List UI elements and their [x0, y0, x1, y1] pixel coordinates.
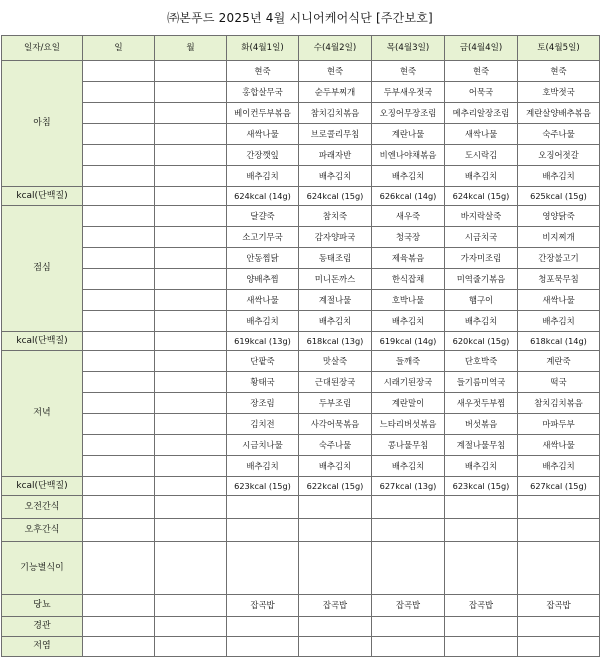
menu-cell: 바지락살죽	[445, 206, 518, 227]
table-row	[2, 82, 600, 103]
kcal-value	[83, 477, 155, 496]
header-day-4: 수(4월2일)	[299, 36, 372, 61]
extra-cell	[372, 519, 445, 542]
extra-cell	[445, 519, 518, 542]
table-row	[2, 393, 600, 414]
extra-cell	[227, 617, 299, 637]
table-row	[2, 103, 600, 124]
menu-cell: 안동찜닭	[227, 248, 299, 269]
menu-cell: 계란말이	[372, 393, 445, 414]
extra-cell	[155, 496, 227, 519]
menu-cell: 배추김치	[227, 311, 299, 332]
menu-cell: 청포묵무침	[518, 269, 600, 290]
menu-cell: 새싹나물	[227, 124, 299, 145]
extra-cell	[155, 637, 227, 657]
header-day-3: 화(4월1일)	[227, 36, 299, 61]
menu-cell	[155, 206, 227, 227]
menu-cell: 메추리알장조림	[445, 103, 518, 124]
menu-cell: 소고기무국	[227, 227, 299, 248]
extra-label: 경관	[2, 617, 83, 637]
extra-cell	[445, 617, 518, 637]
menu-cell	[83, 248, 155, 269]
menu-cell: 베이컨두부볶음	[227, 103, 299, 124]
menu-cell	[155, 290, 227, 311]
menu-cell: 마파두부	[518, 414, 600, 435]
kcal-value: 623kcal (15g)	[227, 477, 299, 496]
menu-cell	[83, 290, 155, 311]
menu-cell: 시금치국	[445, 227, 518, 248]
menu-cell: 숙주나물	[299, 435, 372, 456]
extra-cell	[299, 617, 372, 637]
table-row	[2, 290, 600, 311]
menu-cell: 호박젓국	[518, 82, 600, 103]
menu-cell: 참치죽	[299, 206, 372, 227]
extra-cell	[518, 637, 600, 657]
menu-cell: 오징어무장조림	[372, 103, 445, 124]
extra-cell: 잡곡밥	[372, 595, 445, 617]
kcal-value	[155, 332, 227, 351]
table-row	[2, 61, 600, 82]
menu-cell	[155, 372, 227, 393]
menu-cell: 배추김치	[518, 456, 600, 477]
kcal-value: 624kcal (15g)	[299, 187, 372, 206]
extra-row	[2, 637, 600, 657]
header-day-1: 일	[83, 36, 155, 61]
menu-cell	[155, 61, 227, 82]
menu-cell: 양배추찜	[227, 269, 299, 290]
menu-cell: 시금치나물	[227, 435, 299, 456]
menu-cell: 순두부찌개	[299, 82, 372, 103]
menu-cell	[83, 145, 155, 166]
extra-cell	[227, 519, 299, 542]
menu-cell	[83, 269, 155, 290]
menu-cell: 장조림	[227, 393, 299, 414]
menu-cell: 어묵국	[445, 82, 518, 103]
extra-row	[2, 617, 600, 637]
menu-cell: 참치김치볶음	[299, 103, 372, 124]
kcal-value: 618kcal (13g)	[299, 332, 372, 351]
extra-cell: 잡곡밥	[227, 595, 299, 617]
header-date-label: 일자/요일	[2, 36, 83, 61]
kcal-value	[83, 332, 155, 351]
extra-cell	[445, 496, 518, 519]
menu-cell: 햄구이	[445, 290, 518, 311]
extra-cell	[155, 617, 227, 637]
extra-cell	[372, 496, 445, 519]
menu-cell	[155, 414, 227, 435]
menu-cell: 미니돈까스	[299, 269, 372, 290]
menu-cell	[83, 61, 155, 82]
menu-cell: 사각어묵볶음	[299, 414, 372, 435]
extra-label: 오후간식	[2, 519, 83, 542]
menu-cell: 현죽	[372, 61, 445, 82]
menu-cell	[83, 103, 155, 124]
menu-cell: 맛살죽	[299, 351, 372, 372]
extra-cell	[518, 542, 600, 595]
extra-cell	[445, 542, 518, 595]
extra-cell	[83, 617, 155, 637]
kcal-value: 618kcal (14g)	[518, 332, 600, 351]
menu-cell	[155, 351, 227, 372]
kcal-value: 627kcal (13g)	[372, 477, 445, 496]
menu-cell	[155, 227, 227, 248]
menu-cell: 비엔나야채볶음	[372, 145, 445, 166]
header-day-7: 토(4월5일)	[518, 36, 600, 61]
menu-cell: 현죽	[299, 61, 372, 82]
extra-cell	[83, 637, 155, 657]
extra-cell	[83, 595, 155, 617]
menu-cell	[83, 311, 155, 332]
table-row	[2, 351, 600, 372]
menu-cell: 단호박죽	[445, 351, 518, 372]
menu-cell: 한식잡채	[372, 269, 445, 290]
kcal-value: 619kcal (13g)	[227, 332, 299, 351]
menu-cell: 배추김치	[372, 456, 445, 477]
table-row	[2, 206, 600, 227]
kcal-value: 620kcal (15g)	[445, 332, 518, 351]
header-day-2: 월	[155, 36, 227, 61]
kcal-value: 622kcal (15g)	[299, 477, 372, 496]
table-row	[2, 414, 600, 435]
menu-cell	[155, 311, 227, 332]
kcal-value: 627kcal (15g)	[518, 477, 600, 496]
extra-cell	[83, 542, 155, 595]
menu-cell: 계란살양배추볶음	[518, 103, 600, 124]
kcal-value: 624kcal (15g)	[445, 187, 518, 206]
menu-cell: 배추김치	[445, 456, 518, 477]
page-title: ㈜본푸드 2025년 4월 시니어케어식단 [주간보호]	[167, 10, 433, 25]
meal-label: 점심	[2, 206, 83, 332]
table-row	[2, 166, 600, 187]
extra-cell	[518, 617, 600, 637]
kcal-row	[2, 477, 600, 496]
menu-cell: 계절나물	[299, 290, 372, 311]
extra-label: 저염	[2, 637, 83, 657]
kcal-row	[2, 332, 600, 351]
menu-cell: 배추김치	[445, 166, 518, 187]
menu-cell: 계절나물무침	[445, 435, 518, 456]
menu-cell: 숙주나물	[518, 124, 600, 145]
menu-cell: 계란죽	[518, 351, 600, 372]
table-row	[2, 227, 600, 248]
menu-cell: 도시락김	[445, 145, 518, 166]
kcal-value	[83, 187, 155, 206]
extra-cell	[445, 637, 518, 657]
extra-cell	[155, 519, 227, 542]
menu-cell: 시래기된장국	[372, 372, 445, 393]
menu-cell: 느타리버섯볶음	[372, 414, 445, 435]
menu-cell: 영양닭죽	[518, 206, 600, 227]
menu-cell: 참치김치볶음	[518, 393, 600, 414]
menu-cell: 단팥죽	[227, 351, 299, 372]
extra-cell	[299, 542, 372, 595]
menu-cell: 배추김치	[372, 166, 445, 187]
extra-cell	[227, 496, 299, 519]
extra-cell	[518, 519, 600, 542]
menu-cell: 배추김치	[518, 311, 600, 332]
menu-cell: 청국장	[372, 227, 445, 248]
extra-cell	[227, 637, 299, 657]
extra-cell	[299, 637, 372, 657]
menu-cell: 현죽	[227, 61, 299, 82]
menu-cell: 간장불고기	[518, 248, 600, 269]
menu-cell	[83, 206, 155, 227]
menu-cell: 배추김치	[299, 456, 372, 477]
menu-cell: 현죽	[518, 61, 600, 82]
extra-cell	[83, 496, 155, 519]
menu-cell: 새우죽	[372, 206, 445, 227]
menu-cell	[155, 166, 227, 187]
extra-cell: 잡곡밥	[445, 595, 518, 617]
menu-cell: 들깨죽	[372, 351, 445, 372]
menu-cell: 비지찌개	[518, 227, 600, 248]
menu-cell: 들기름미역국	[445, 372, 518, 393]
table-row	[2, 269, 600, 290]
menu-cell: 간장깻잎	[227, 145, 299, 166]
meal-label: 아침	[2, 61, 83, 187]
table-row	[2, 124, 600, 145]
menu-cell	[155, 82, 227, 103]
menu-cell: 두부조림	[299, 393, 372, 414]
header-day-5: 목(4월3일)	[372, 36, 445, 61]
menu-cell	[83, 351, 155, 372]
menu-cell: 배추김치	[299, 311, 372, 332]
menu-cell: 새싹나물	[518, 290, 600, 311]
menu-cell: 배추김치	[445, 311, 518, 332]
menu-cell: 콩나물무침	[372, 435, 445, 456]
menu-cell: 새싹나물	[227, 290, 299, 311]
menu-cell: 호박나물	[372, 290, 445, 311]
menu-cell	[155, 435, 227, 456]
menu-cell: 오징어젓갈	[518, 145, 600, 166]
menu-cell: 감자양파국	[299, 227, 372, 248]
menu-cell	[83, 414, 155, 435]
kcal-value: 626kcal (14g)	[372, 187, 445, 206]
kcal-label: kcal(단백질)	[2, 187, 83, 206]
extra-cell	[155, 542, 227, 595]
menu-cell: 계란나물	[372, 124, 445, 145]
table-row	[2, 145, 600, 166]
menu-cell: 새우젓두부찜	[445, 393, 518, 414]
menu-cell	[83, 124, 155, 145]
menu-cell: 제육볶음	[372, 248, 445, 269]
extra-row	[2, 519, 600, 542]
menu-cell	[155, 248, 227, 269]
menu-cell: 현죽	[445, 61, 518, 82]
kcal-row	[2, 187, 600, 206]
kcal-label: kcal(단백질)	[2, 477, 83, 496]
menu-cell	[155, 145, 227, 166]
menu-cell: 달걀죽	[227, 206, 299, 227]
menu-table	[1, 35, 600, 657]
table-row	[2, 435, 600, 456]
menu-cell: 떡국	[518, 372, 600, 393]
kcal-label: kcal(단백질)	[2, 332, 83, 351]
menu-cell: 새싹나물	[518, 435, 600, 456]
menu-cell: 배추김치	[227, 456, 299, 477]
extra-cell: 잡곡밥	[299, 595, 372, 617]
menu-cell	[83, 227, 155, 248]
kcal-value: 625kcal (15g)	[518, 187, 600, 206]
menu-cell: 배추김치	[372, 311, 445, 332]
menu-cell: 미역줄기볶음	[445, 269, 518, 290]
extra-cell	[372, 617, 445, 637]
extra-row	[2, 595, 600, 617]
extra-cell	[299, 519, 372, 542]
extra-row	[2, 496, 600, 519]
menu-cell	[83, 435, 155, 456]
extra-cell: 잡곡밥	[518, 595, 600, 617]
meal-label: 저녁	[2, 351, 83, 477]
extra-cell	[155, 595, 227, 617]
menu-cell: 버섯볶음	[445, 414, 518, 435]
kcal-value: 624kcal (14g)	[227, 187, 299, 206]
extra-cell	[372, 637, 445, 657]
extra-label: 당뇨	[2, 595, 83, 617]
menu-cell: 배추김치	[518, 166, 600, 187]
kcal-value	[155, 187, 227, 206]
menu-cell: 파래자반	[299, 145, 372, 166]
extra-label: 오전간식	[2, 496, 83, 519]
menu-cell: 두부새우젓국	[372, 82, 445, 103]
menu-cell	[155, 103, 227, 124]
menu-cell: 배추김치	[227, 166, 299, 187]
extra-row	[2, 542, 600, 595]
extra-cell	[299, 496, 372, 519]
menu-cell: 근대된장국	[299, 372, 372, 393]
extra-label: 기능별식이	[2, 542, 83, 595]
kcal-value: 619kcal (14g)	[372, 332, 445, 351]
kcal-value: 623kcal (15g)	[445, 477, 518, 496]
menu-cell: 김치전	[227, 414, 299, 435]
menu-cell	[83, 82, 155, 103]
extra-cell	[372, 542, 445, 595]
menu-cell	[155, 393, 227, 414]
header-day-6: 금(4월4일)	[445, 36, 518, 61]
menu-cell	[83, 166, 155, 187]
table-row	[2, 456, 600, 477]
menu-cell: 새싹나물	[445, 124, 518, 145]
extra-cell	[518, 496, 600, 519]
menu-cell	[83, 456, 155, 477]
menu-cell	[83, 393, 155, 414]
table-row	[2, 372, 600, 393]
header-row	[2, 36, 600, 61]
menu-cell: 황태국	[227, 372, 299, 393]
table-row	[2, 311, 600, 332]
menu-cell	[155, 124, 227, 145]
menu-cell: 홍합살무국	[227, 82, 299, 103]
menu-cell	[83, 372, 155, 393]
menu-cell: 가자미조림	[445, 248, 518, 269]
kcal-value	[155, 477, 227, 496]
menu-cell: 동태조림	[299, 248, 372, 269]
menu-cell	[155, 456, 227, 477]
table-row	[2, 248, 600, 269]
menu-cell: 배추김치	[299, 166, 372, 187]
extra-cell	[227, 542, 299, 595]
extra-cell	[83, 519, 155, 542]
menu-cell: 브로콜리무침	[299, 124, 372, 145]
menu-cell	[155, 269, 227, 290]
